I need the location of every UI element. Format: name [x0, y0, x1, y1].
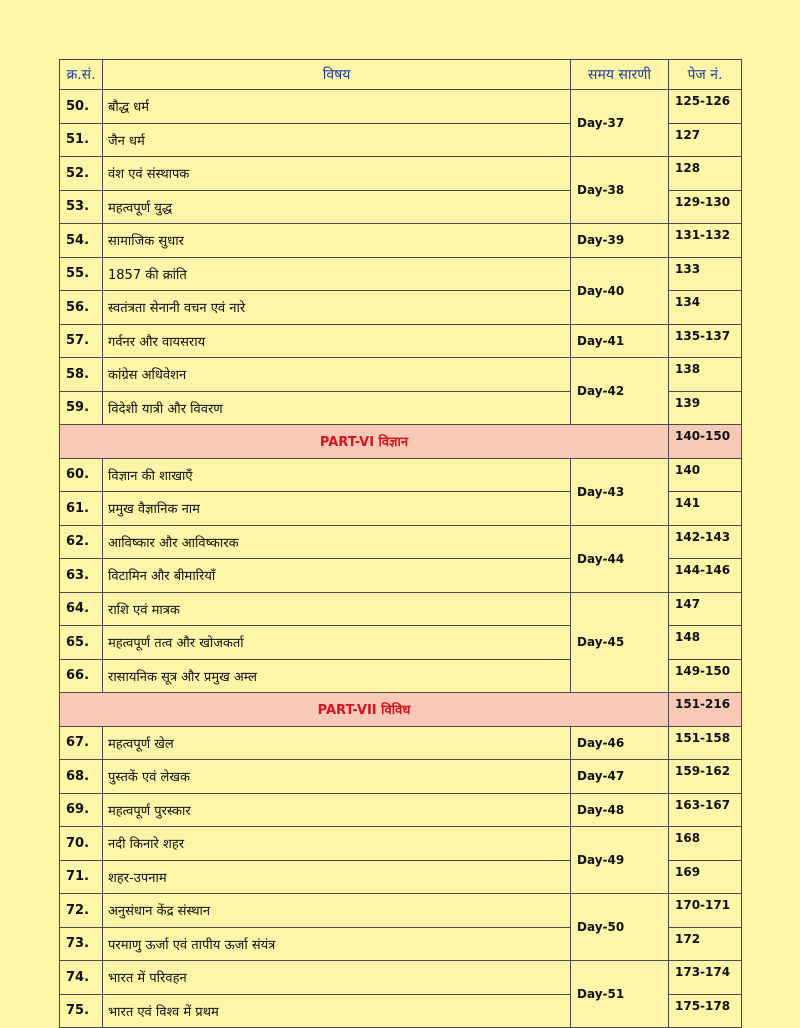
table-row [60, 726, 742, 760]
table-body [60, 90, 742, 1028]
schedule-day: Day-39 [571, 224, 669, 258]
subject-cell: भारत एवं विश्व में प्रथम [103, 994, 571, 1028]
serial-number: 60. [60, 458, 103, 492]
subject-cell: विज्ञान की शाखाएँ [103, 458, 571, 492]
schedule-day: Day-44 [571, 525, 669, 592]
page-number: 169 [669, 860, 742, 894]
serial-number: 53. [60, 190, 103, 224]
table-row [60, 458, 742, 492]
table-row [60, 324, 742, 358]
subject-cell: वंश एवं संस्थापक [103, 157, 571, 191]
page-number: 133 [669, 257, 742, 291]
schedule-day: Day-40 [571, 257, 669, 324]
schedule-day: Day-46 [571, 726, 669, 760]
schedule-day: Day-38 [571, 157, 669, 224]
page-number: 131-132 [669, 224, 742, 258]
serial-number: 67. [60, 726, 103, 760]
subject-cell: कांग्रेस अधिवेशन [103, 358, 571, 392]
header-schedule: समय सारणी [571, 60, 669, 90]
page-number: 147 [669, 592, 742, 626]
schedule-day: Day-45 [571, 592, 669, 693]
serial-number: 71. [60, 860, 103, 894]
page-number: 148 [669, 626, 742, 660]
header-sn: क्र.सं. [60, 60, 103, 90]
subject-cell: पुस्तकें एवं लेखक [103, 760, 571, 794]
subject-cell: 1857 की क्रांति [103, 257, 571, 291]
page-number: 149-150 [669, 659, 742, 693]
serial-number: 51. [60, 123, 103, 157]
subject-cell: भारत में परिवहन [103, 961, 571, 995]
serial-number: 56. [60, 291, 103, 325]
subject-cell: विटामिन और बीमारियाँ [103, 559, 571, 593]
serial-number: 73. [60, 927, 103, 961]
table-row [60, 961, 742, 995]
table-row [60, 760, 742, 794]
table-row [60, 894, 742, 928]
page-number: 127 [669, 123, 742, 157]
serial-number: 55. [60, 257, 103, 291]
subject-cell: महत्वपूर्ण पुरस्कार [103, 793, 571, 827]
part-page-range: 151-216 [669, 693, 742, 727]
schedule-day: Day-50 [571, 894, 669, 961]
schedule-day: Day-47 [571, 760, 669, 794]
page-number: 141 [669, 492, 742, 526]
table-row [60, 224, 742, 258]
page-number: 168 [669, 827, 742, 861]
part-title: PART-VI विज्ञान [60, 425, 669, 459]
subject-cell: महत्वपूर्ण खेल [103, 726, 571, 760]
table-row [60, 827, 742, 861]
serial-number: 69. [60, 793, 103, 827]
page-number: 139 [669, 391, 742, 425]
subject-cell: प्रमुख वैज्ञानिक नाम [103, 492, 571, 526]
serial-number: 59. [60, 391, 103, 425]
table-row [60, 90, 742, 124]
schedule-day: Day-49 [571, 827, 669, 894]
header-page: पेज नं. [669, 60, 742, 90]
subject-cell: स्वतंत्रता सेनानी वचन एवं नारे [103, 291, 571, 325]
subject-cell: महत्वपूर्ण तत्व और खोजकर्ता [103, 626, 571, 660]
part-row [60, 425, 742, 459]
subject-cell: रासायनिक सूत्र और प्रमुख अम्ल [103, 659, 571, 693]
serial-number: 68. [60, 760, 103, 794]
subject-cell: परमाणु ऊर्जा एवं तापीय ऊर्जा संयंत्र [103, 927, 571, 961]
serial-number: 57. [60, 324, 103, 358]
serial-number: 75. [60, 994, 103, 1028]
table-row [60, 358, 742, 392]
page-number: 163-167 [669, 793, 742, 827]
serial-number: 63. [60, 559, 103, 593]
schedule-day: Day-41 [571, 324, 669, 358]
page-number: 129-130 [669, 190, 742, 224]
subject-cell: जैन धर्म [103, 123, 571, 157]
schedule-day: Day-51 [571, 961, 669, 1028]
table-row [60, 157, 742, 191]
serial-number: 54. [60, 224, 103, 258]
subject-cell: गर्वनर और वायसराय [103, 324, 571, 358]
page-number: 159-162 [669, 760, 742, 794]
page-number: 175-178 [669, 994, 742, 1028]
serial-number: 70. [60, 827, 103, 861]
page-number: 173-174 [669, 961, 742, 995]
table-row [60, 525, 742, 559]
serial-number: 65. [60, 626, 103, 660]
serial-number: 62. [60, 525, 103, 559]
serial-number: 52. [60, 157, 103, 191]
page-number: 170-171 [669, 894, 742, 928]
subject-cell: शहर-उपनाम [103, 860, 571, 894]
schedule-day: Day-48 [571, 793, 669, 827]
schedule-day: Day-42 [571, 358, 669, 425]
page-number: 134 [669, 291, 742, 325]
schedule-day: Day-43 [571, 458, 669, 525]
page-number: 144-146 [669, 559, 742, 593]
table-row [60, 257, 742, 291]
serial-number: 64. [60, 592, 103, 626]
subject-cell: सामाजिक सुधार [103, 224, 571, 258]
subject-cell: नदी किनारे शहर [103, 827, 571, 861]
serial-number: 66. [60, 659, 103, 693]
part-title: PART-VII विविध [60, 693, 669, 727]
table-row [60, 793, 742, 827]
page-number: 172 [669, 927, 742, 961]
page-number: 128 [669, 157, 742, 191]
part-row [60, 693, 742, 727]
page-number: 138 [669, 358, 742, 392]
table-of-contents [59, 59, 742, 1028]
header-subject: विषय [103, 60, 571, 90]
page-number: 151-158 [669, 726, 742, 760]
subject-cell: विदेशी यात्री और विवरण [103, 391, 571, 425]
subject-cell: अनुसंधान केंद्र संस्थान [103, 894, 571, 928]
schedule-day: Day-37 [571, 90, 669, 157]
serial-number: 74. [60, 961, 103, 995]
page-number: 135-137 [669, 324, 742, 358]
table-row [60, 592, 742, 626]
serial-number: 72. [60, 894, 103, 928]
subject-cell: महत्वपूर्ण युद्ध [103, 190, 571, 224]
page-number: 142-143 [669, 525, 742, 559]
part-page-range: 140-150 [669, 425, 742, 459]
subject-cell: राशि एवं मात्रक [103, 592, 571, 626]
subject-cell: बौद्ध धर्म [103, 90, 571, 124]
serial-number: 50. [60, 90, 103, 124]
serial-number: 58. [60, 358, 103, 392]
page-number: 125-126 [669, 90, 742, 124]
page-number: 140 [669, 458, 742, 492]
header-row [60, 60, 742, 90]
serial-number: 61. [60, 492, 103, 526]
subject-cell: आविष्कार और आविष्कारक [103, 525, 571, 559]
